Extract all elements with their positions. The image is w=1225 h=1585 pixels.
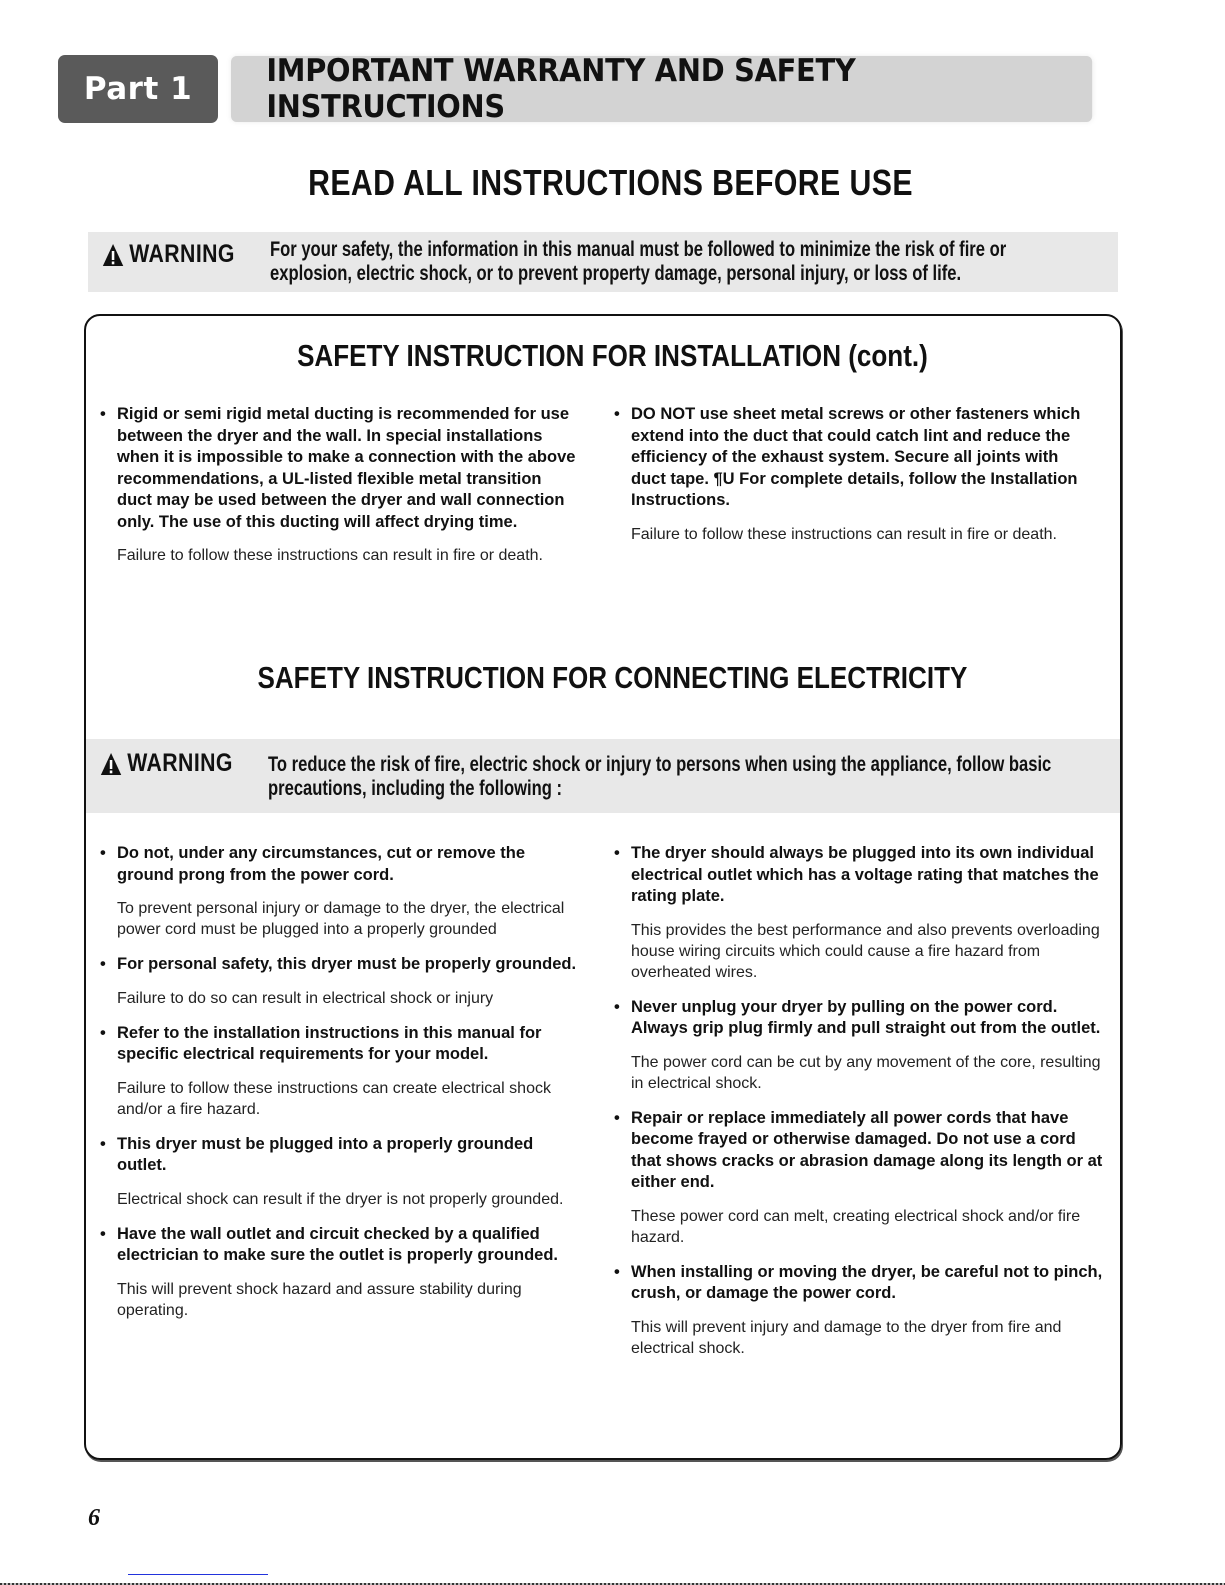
bullet-icon: •	[100, 1134, 106, 1153]
item-heading	[100, 1224, 580, 1267]
warning-label	[100, 749, 233, 778]
item-description: Failure to follow these instructions can result in fire or death.	[117, 547, 543, 564]
warning-triangle-icon	[102, 243, 124, 267]
installation-left-column	[100, 404, 580, 580]
installation-right-column	[614, 404, 1094, 559]
item-heading-text: Never unplug your dryer by pulling on the power cord. Always grip plug firmly and pull straight out from the outlet.	[631, 997, 1101, 1037]
item-description: This will prevent shock hazard and assure stability during operating.	[117, 1280, 522, 1319]
part-title: IMPORTANT WARRANTY AND SAFETY INSTRUCTIONS	[266, 53, 856, 125]
page-number: 6	[88, 1505, 100, 1531]
list-item	[614, 1262, 1104, 1359]
warning-label-text: WARNING	[127, 749, 233, 777]
list-item	[100, 1134, 580, 1210]
list-item	[100, 1023, 580, 1120]
electricity-right-column	[614, 843, 1104, 1373]
item-description: Failure to follow these instructions can create electrical shock and/or a fire hazard.	[117, 1079, 551, 1118]
part-title-bar	[231, 53, 1092, 125]
bullet-icon: •	[100, 844, 106, 862]
item-heading-text: DO NOT use sheet metal screws or other fasteners which extend into the duct that could catch lint and reduce the efficiency of the exhaust system. Secure all joints with duct tape. ¶U For complete details, follow the Installation Instructions.	[631, 405, 1081, 509]
warning-label	[102, 240, 235, 269]
warning-label-text: WARNING	[129, 240, 235, 268]
list-item	[100, 954, 580, 1009]
link-underline[interactable]	[128, 1574, 268, 1575]
item-heading	[100, 1134, 580, 1177]
item-description: This will prevent injury and damage to the dryer from fire and electrical shock.	[631, 1318, 1062, 1357]
item-heading	[100, 404, 580, 533]
warning-text: To reduce the risk of fire, electric shock or injury to persons when using the appliance, follow basic precautions, including the following :	[268, 753, 1052, 800]
item-heading	[100, 1023, 580, 1066]
list-item	[614, 404, 1094, 545]
bullet-icon: •	[100, 955, 106, 973]
part-label: Part 1	[83, 71, 193, 107]
item-description: Failure to follow these instructions can result in fire or death.	[631, 525, 1057, 543]
item-heading	[100, 954, 580, 976]
list-item	[614, 843, 1104, 983]
item-heading-text: For personal safety, this dryer must be properly grounded.	[117, 955, 577, 973]
item-heading	[614, 1262, 1104, 1305]
page-heading: READ ALL INSTRUCTIONS BEFORE USE	[308, 162, 913, 203]
item-heading-text: This dryer must be plugged into a properly grounded outlet.	[117, 1134, 534, 1174]
bullet-icon: •	[614, 1108, 620, 1127]
item-heading	[614, 1108, 1104, 1194]
bullet-icon: •	[100, 1224, 106, 1243]
bullet-icon: •	[614, 405, 620, 423]
item-heading-text: Rigid or semi rigid metal ducting is recommended for use between the dryer and the wall. In special installations when it is impossible to make a connection with the above recommendations, a UL-listed flexible metal transition duct may be used between the dryer and wall connection only. The use of this ducting will affect drying time.	[117, 405, 576, 531]
item-description: These power cord can melt, creating electrical shock and/or fire hazard.	[631, 1207, 1081, 1246]
item-heading	[614, 843, 1104, 908]
electricity-warning-banner	[86, 739, 1120, 813]
electricity-left-column	[100, 843, 580, 1335]
item-heading-text: Refer to the installation instructions in this manual for specific electrical requirements for your model.	[117, 1023, 542, 1063]
part-label-tab	[58, 55, 218, 123]
item-description: The power cord can be cut by any movement of the core, resulting in electrical shock.	[631, 1053, 1101, 1092]
item-heading	[100, 843, 580, 886]
bullet-icon: •	[100, 405, 106, 423]
item-description: Failure to do so can result in electrical shock or injury	[117, 989, 494, 1007]
item-heading-text: Have the wall outlet and circuit checked by a qualified electrician to make sure the outlet is properly grounded.	[117, 1224, 559, 1264]
warning-triangle-icon	[100, 752, 122, 776]
bullet-icon: •	[100, 1023, 106, 1042]
top-warning-banner	[88, 232, 1118, 292]
item-heading-text: Repair or replace immediately all power cords that have become frayed or otherwise damaged. Do not use a cord that shows cracks or abrasion damage along its length or at either end.	[631, 1108, 1103, 1191]
item-heading-text: When installing or moving the dryer, be careful not to pinch, crush, or damage the power cord.	[631, 1262, 1103, 1302]
list-item	[614, 997, 1104, 1094]
item-heading	[614, 997, 1104, 1040]
item-description: Electrical shock can result if the dryer is not properly grounded.	[117, 1190, 564, 1208]
bullet-icon: •	[614, 997, 620, 1016]
installation-section-title: SAFETY INSTRUCTION FOR INSTALLATION (cont.)	[297, 338, 928, 373]
bullet-icon: •	[614, 1262, 620, 1281]
list-item	[100, 1224, 580, 1321]
list-item	[100, 843, 580, 940]
item-heading-text: The dryer should always be plugged into its own individual electrical outlet which has a voltage rating that matches the rating plate.	[631, 844, 1099, 905]
electricity-section-title: SAFETY INSTRUCTION FOR CONNECTING ELECTRICITY	[257, 660, 968, 695]
warning-text: For your safety, the information in this manual must be followed to minimize the risk of fire or explosion, electric shock, or to prevent property damage, personal injury, or loss of life.	[270, 238, 1007, 285]
item-description: This provides the best performance and also prevents overloading house wiring circuits which could cause a fire hazard from overheated wires.	[631, 921, 1100, 981]
item-heading	[614, 404, 1094, 512]
list-item	[614, 1108, 1104, 1248]
bullet-icon: •	[614, 844, 620, 862]
list-item	[100, 404, 580, 566]
item-description: To prevent personal injury or damage to the dryer, the electrical power cord must be plugged into a properly grounded	[117, 900, 565, 938]
item-heading-text: Do not, under any circumstances, cut or remove the ground prong from the power cord.	[117, 844, 526, 884]
